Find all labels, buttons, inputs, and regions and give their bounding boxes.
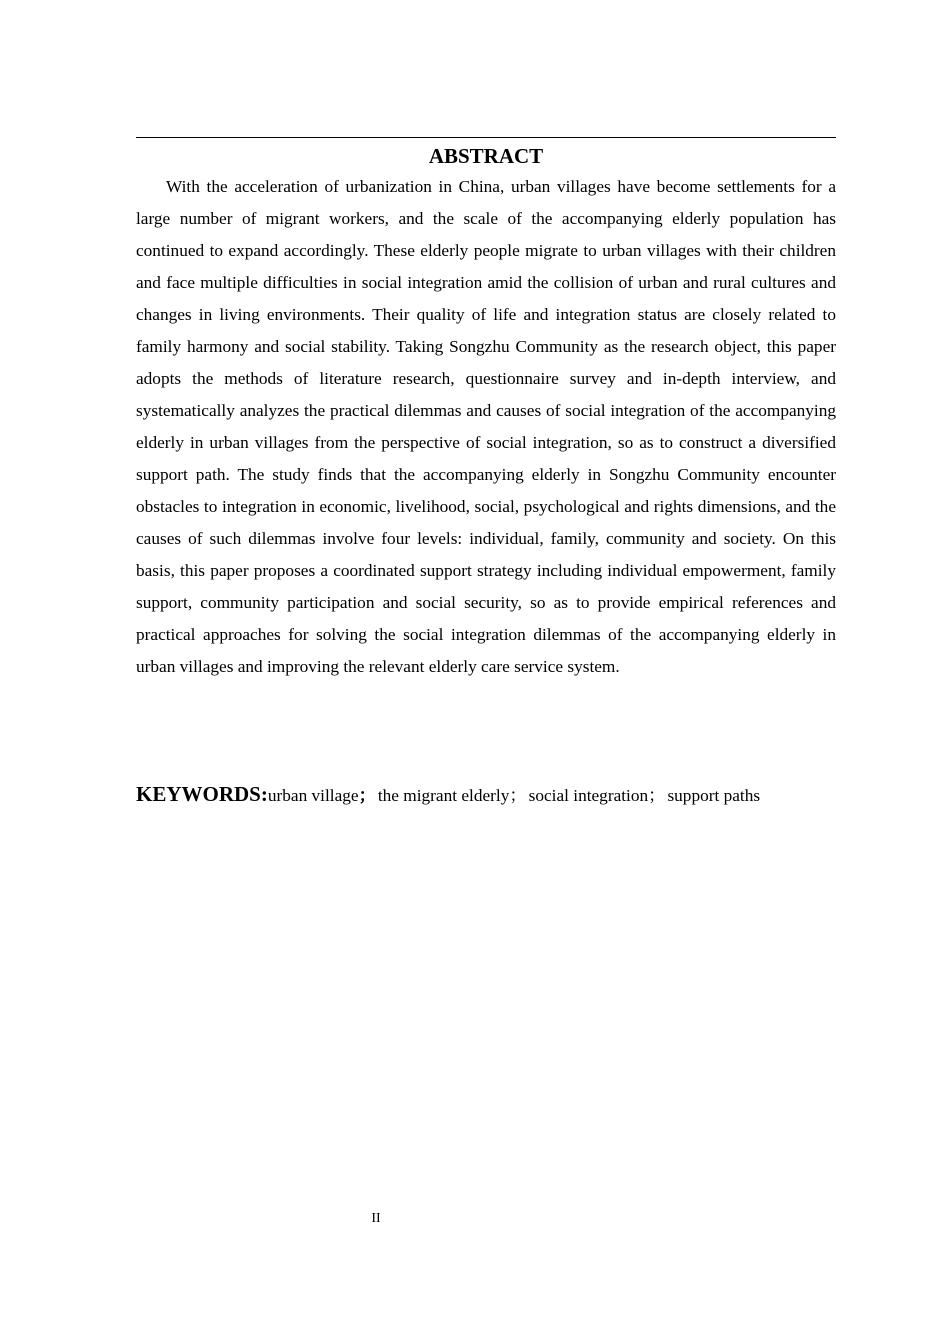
keywords-line — [136, 779, 856, 811]
keyword-item: the migrant elderly — [377, 786, 510, 805]
abstract-paragraph: With the acceleration of urbanization in China, urban villages have become settlements for a large number of migrant workers, and the scale of the accompanying elderly population has continued to expand accordingly. These elderly people migrate to urban villages with their children and face multiple difficulties in social integration amid the collision of urban and rural cultures and changes in living environments. Their quality of life and integration status are closely related to family harmony and social stability. Taking Songzhu Community as the research object, this paper adopts the methods of literature research, questionnaire survey and in-depth interview, and systematically analyzes the practical dilemmas and causes of social integration of the accompanying elderly in urban villages from the perspective of social integration, so as to construct a diversified support path. The study finds that the accompanying elderly in Songzhu Community encounter obstacles to integration in economic, livelihood, social, psychological and rights dimensions, and the causes of such dilemmas involve four levels: individual, family, community and society. On this basis, this paper proposes a coordinated support strategy including individual empowerment, family support, community participation and social security, so as to provide empirical references and practical approaches for solving the social integration dilemmas of the accompanying elderly in urban villages and improving the relevant elderly care service system. — [136, 177, 836, 676]
page-number: II — [371, 1211, 381, 1226]
keyword-separator: ； — [509, 786, 527, 805]
keyword-item: support paths — [667, 786, 761, 805]
keyword-separator: ； — [358, 786, 376, 805]
keyword-item: urban village — [267, 786, 359, 805]
keyword-item: social integration — [528, 786, 649, 805]
abstract-title: ABSTRACT — [428, 144, 544, 168]
keywords-label: KEYWORDS: — [136, 782, 268, 806]
keyword-separator: ； — [648, 786, 666, 805]
header-rule — [136, 137, 836, 138]
